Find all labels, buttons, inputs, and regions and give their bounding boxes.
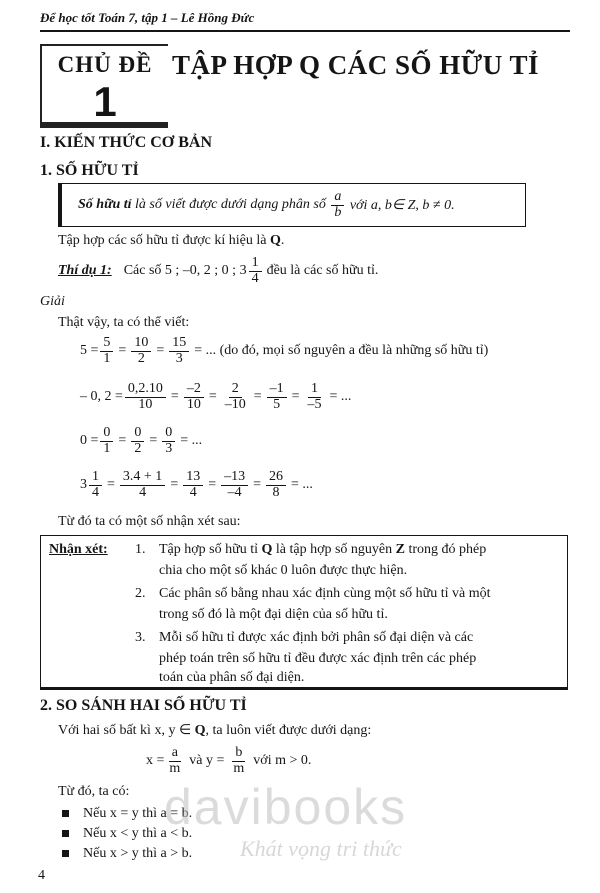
definition-box xyxy=(58,183,526,227)
remarks-intro: Từ đó ta có một số nhận xét sau: xyxy=(58,514,241,529)
example-label: Thí dụ 1: xyxy=(58,263,112,279)
chapter-label: CHỦ ĐỀ xyxy=(57,52,153,77)
remark-number-3: 3. xyxy=(135,630,146,645)
watermark-slogan: Khát vọng tri thức xyxy=(240,836,402,861)
solution-label: Giải xyxy=(40,294,65,309)
equation-4: 3 $\frac{1}{4}$ = $\frac{3.4 + 1}{4}$ = $\frac{13}{4}$ = $\frac{-13}{-4}$ = $\frac{26}{8}$ = ... xyxy=(80,469,313,500)
remarks-box xyxy=(40,535,568,690)
definition-text: là số viết được dưới dạng phân số xyxy=(131,197,330,213)
example-line: Thí dụ 1: Các số 5 ; –0, 2 ; 0 ; 3 $\frac{1}{4}$ đều là các số hữu tỉ. xyxy=(58,255,379,286)
section-heading: I. KIẾN THỨC CƠ BẢN xyxy=(40,134,213,151)
equation-2: – 0, 2 = $\frac{0,2.10}{10}$ = $\frac{-2}{10}$ = $\frac{2}{-10}$ = $\frac{-1}{5}$ = $\frac{1}{-5}$ = ... xyxy=(80,381,352,412)
remark-1-line-1: Tập hợp số hữu tỉ Q là tập hợp số nguyên Z trong đó phép xyxy=(159,542,487,557)
equation-1: 5 = $\frac{5}{1}$ = $\frac{10}{2}$ = $\frac{15}{3}$ = ... (do đó, mọi số nguyên a đều là những số hữu tỉ) xyxy=(80,335,489,366)
list-item: Nếu x < y thì a < b. xyxy=(62,826,192,842)
notation-line: Tập hợp các số hữu tỉ được kí hiệu là Q . xyxy=(58,233,285,248)
compare-formula: x = $\frac{a}{m}$ và y = $\frac{b}{m}$ với m > 0. xyxy=(146,745,312,776)
remark-3-line-1: Mỗi số hữu tỉ được xác định bởi phân số đại diện và các xyxy=(159,630,474,645)
remark-3-line-2: phép toán trên số hữu tỉ đều được xác định trên các phép xyxy=(159,651,477,666)
remarks-label: Nhận xét: xyxy=(49,542,108,557)
running-title: Để học tốt Toán 7, tập 1 – Lê Hồng Đức xyxy=(40,10,255,25)
definition-term: Số hữu tỉ xyxy=(78,197,132,213)
solution-intro: Thật vậy, ta có thể viết: xyxy=(58,315,190,330)
remark-number-2: 2. xyxy=(135,586,146,601)
list-item: Nếu x > y thì a > b. xyxy=(62,846,192,862)
subsection-heading-2: 2. SO SÁNH HAI SỐ HỮU TỈ xyxy=(40,697,247,714)
remark-2-line-2: trong số đó là một đại diện của số hữu tỉ. xyxy=(159,607,388,622)
definition-condition: với a, b∈ Z, b ≠ 0. xyxy=(346,197,455,213)
subsection-heading-1: 1. SỐ HỮU TỈ xyxy=(40,162,139,179)
list-item: Nếu x = y thì a = b. xyxy=(62,806,192,822)
compare-intro: Với hai số bất kì x, y ∈ Q, ta luôn viết được dưới dạng: xyxy=(58,723,372,738)
remark-number-1: 1. xyxy=(135,542,146,557)
chapter-badge xyxy=(40,44,168,128)
compare-from: Từ đó, ta có: xyxy=(58,784,130,799)
definition-fraction: $\frac{a}{b}$ xyxy=(331,190,344,220)
header-rule xyxy=(40,30,570,32)
chapter-number: 1 xyxy=(93,78,117,125)
remark-2-line-1: Các phân số bằng nhau xác định cùng một số hữu tỉ và một xyxy=(159,586,491,601)
page-number: 4 xyxy=(38,868,45,883)
chapter-title: TẬP HỢP Q CÁC SỐ HỮU TỈ xyxy=(172,50,540,80)
equation-3: 0 = $\frac{0}{1}$ = $\frac{0}{2}$ = $\frac{0}{3}$ = ... xyxy=(80,425,203,456)
remark-1-line-2: chia cho một số khác 0 luôn được thực hiện. xyxy=(159,563,408,578)
watermark-brand: davibooks xyxy=(164,779,408,835)
remark-3-line-3: toán của phân số đại diện. xyxy=(159,670,305,685)
